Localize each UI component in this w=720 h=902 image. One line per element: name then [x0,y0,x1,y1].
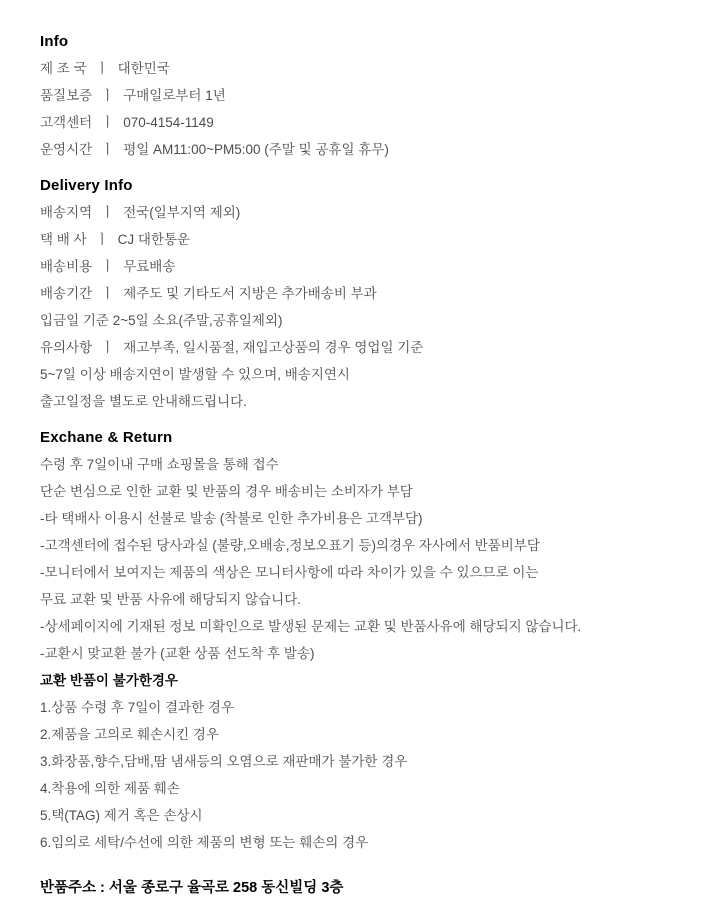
exchange-policy-line: 수령 후 7일이내 구매 쇼핑몰을 통해 접수 [40,457,279,472]
row-separator: ㅣ [101,115,115,130]
info-row-warranty [40,82,690,109]
row-separator: ㅣ [101,340,115,355]
delivery-row-cost [40,253,690,280]
exchange-policy-line: -고객센터에 접수된 당사과실 (불량,오배송,정보오표기 등)의경우 자사에서 반품비부담 [40,538,540,553]
exchange-policy-line: -타 택배사 이용시 선불로 발송 (착불로 인한 추가비용은 고객부담) [40,511,423,526]
no-exchange-item: 3.화장품,향수,담배,땀 냄새등의 오염으로 재판매가 불가한 경우 [40,754,408,769]
row-label: 유의사항 [40,340,93,355]
delivery-note-line: 입금일 기준 2~5일 소요(주말,공휴일제외) [40,313,283,328]
no-exchange-item: 5.택(TAG) 제거 혹은 손상시 [40,808,203,823]
no-exchange-item: 4.착용에 의한 제품 훼손 [40,781,180,796]
info-row-manufacturer [40,55,690,82]
delivery-row-caution [40,334,690,361]
return-address: 반품주소 : 서울 종로구 율곡로 258 동신빌딩 3층 [40,880,344,896]
row-separator: ㅣ [95,232,109,247]
row-value: 평일 AM11:00~PM5:00 (주말 및 공휴일 휴무) [123,142,389,157]
exchange-policy-line: 단순 변심으로 인한 교환 및 반품의 경우 배송비는 소비자가 부담 [40,484,413,499]
exchange-policy-line: 무료 교환 및 반품 사유에 해당되지 않습니다. [40,592,301,607]
delivery-row-period [40,280,690,307]
row-label: 배송지역 [40,205,93,220]
row-value: 구매일로부터 1년 [123,88,226,103]
row-separator: ㅣ [101,286,115,301]
row-separator: ㅣ [101,142,115,157]
row-separator: ㅣ [95,61,109,76]
row-label: 배송기간 [40,286,93,301]
delivery-note-line: 5~7일 이상 배송지연이 발생할 수 있으며, 배송지연시 [40,367,350,382]
row-value: 대한민국 [117,61,170,76]
row-separator: ㅣ [101,88,115,103]
row-value: CJ 대한통운 [117,232,191,247]
exchange-policy-line: -교환시 맞교환 불가 (교환 상품 선도착 후 발송) [40,646,315,661]
exchange-section [40,424,690,856]
row-separator: ㅣ [101,205,115,220]
row-label: 품질보증 [40,88,93,103]
no-exchange-subheading: 교환 반품이 불가한경우 [40,673,178,688]
row-value: 무료배송 [123,259,176,274]
exchange-policy-line: -모니터에서 보여지는 제품의 색상은 모니터사항에 따라 차이가 있을 수 있으므로 이는 [40,565,539,580]
delivery-section [40,172,690,415]
section-heading-delivery: Delivery Info [40,177,133,194]
delivery-row-courier [40,226,690,253]
no-exchange-item: 1.상품 수령 후 7일이 결과한 경우 [40,700,235,715]
delivery-note-line: 출고일정을 별도로 안내해드립니다. [40,394,247,409]
info-row-business-hours [40,136,690,163]
info-row-customer-center [40,109,690,136]
row-label: 배송비용 [40,259,93,274]
no-exchange-item: 6.임의로 세탁/수선에 의한 제품의 변형 또는 훼손의 경우 [40,835,369,850]
no-exchange-item: 2.제품을 고의로 훼손시킨 경우 [40,727,220,742]
row-value: 재고부족, 일시품절, 재입고상품의 경우 영업일 기준 [123,340,424,355]
row-value: 전국(일부지역 제외) [123,205,241,220]
exchange-policy-line: -상세페이지에 기재된 정보 미확인으로 발생된 문제는 교환 및 반품사유에 해당되지 않습니다. [40,619,582,634]
row-value: 제주도 및 기타도서 지방은 추가배송비 부과 [123,286,377,301]
row-label: 운영시간 [40,142,93,157]
row-label: 고객센터 [40,115,93,130]
row-label: 택 배 사 [40,232,87,247]
info-section [40,28,690,163]
row-separator: ㅣ [101,259,115,274]
section-heading-exchange: Exchane & Return [40,429,173,446]
delivery-row-area [40,199,690,226]
section-heading-info: Info [40,33,69,50]
row-value: 070-4154-1149 [123,115,214,130]
row-label: 제 조 국 [40,61,87,76]
